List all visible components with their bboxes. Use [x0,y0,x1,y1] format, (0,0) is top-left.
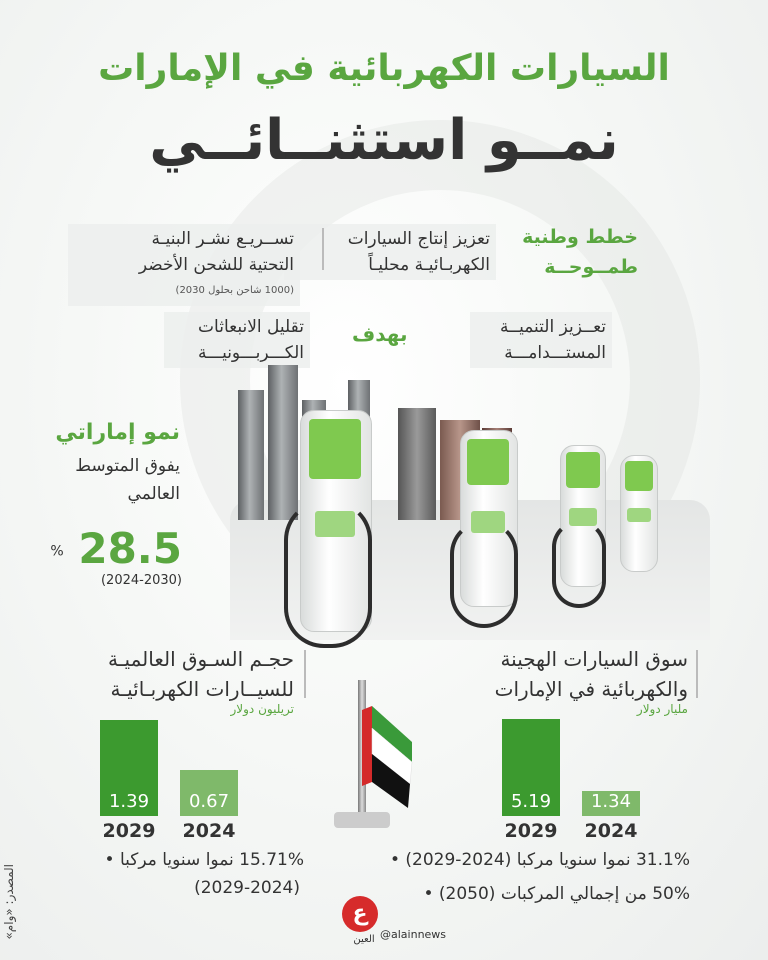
plans-label-line1: خطط وطنية [522,226,638,248]
goal-local-production-line2: الكهربـائيـة محليـاً [368,255,490,275]
global-market-bullet-2: (2029-2024) [194,878,300,898]
global-market-year-2024: 2024 [182,820,236,842]
goal-sustainable-line1: تعــزيز التنميــة [500,317,606,337]
goal-charging-infrastructure [68,224,300,306]
uae-market-year-2029: 2029 [504,820,558,842]
goal-local-production [284,224,496,280]
global-market-bar-2029 [100,720,158,816]
source-credit: المصدر: «وام» [2,864,16,940]
goal-charging-note: (1000 شاحن بحلول 2030) [175,285,294,296]
uae-market-bullet-1: 31.1% نموا سنويا مركبا (2024-2029) • [389,850,690,870]
social-handle: @alainnews [380,928,447,941]
uae-market-cagr: 31.1% نموا سنويا مركبا (2024-2029) [405,850,690,870]
global-market-title-line2: للسيــارات الكهربـائيـة [110,677,294,701]
global-market-bar-2024 [180,770,238,816]
goal-sustainable-line2: المستـــدامـــة [504,343,606,363]
plans-label [518,222,638,282]
goal-emissions-line1: تقليل الانبعاثات [198,317,304,337]
uae-market-chart [502,720,702,850]
uae-market-bar-2024 [582,791,640,816]
page-title: السيارات الكهربائية في الإمارات [98,48,670,89]
uae-market-share: 50% من إجمالي المركبات (2050) [438,884,690,904]
divider [304,650,306,698]
global-market-title-line1: حجـم السـوق العالميـة [107,647,294,671]
uae-flag-icon [352,702,416,812]
goal-emissions-line2: الكـــربـــونيـــة [198,343,304,363]
global-market-bar-label-2029: 1.39 [108,791,150,812]
global-market-cagr: 15.71% نموا سنويا مركبا [119,850,304,870]
growth-value: 28.5 [78,524,182,573]
uae-market-title [460,644,688,704]
global-market-bar-label-2024: 0.67 [188,791,230,812]
growth-period: (2024-2030) [100,573,182,588]
page-headline: نمــو استثنــائــي [149,108,619,173]
growth-subtitle [20,452,180,508]
uae-market-title-line1: سوق السيارات الهجينة [500,647,688,671]
divider [322,228,324,270]
growth-subtitle-line1: يفوق المتوسط [75,456,180,476]
global-market-year-2029: 2029 [102,820,156,842]
growth-title: نمو إماراتي [55,420,180,445]
uae-market-bullet-2: 50% من إجمالي المركبات (2050) • [423,884,690,904]
growth-subtitle-line2: العالمي [127,484,180,504]
plans-label-line2: طمــوحــة [544,256,638,278]
target-label: بهدف [352,322,408,346]
divider [696,650,698,698]
uae-market-title-line2: والكهربائية في الإمارات [494,677,688,701]
global-market-unit: تريليون دولار [230,702,294,716]
ev-chargers-illustration [280,380,730,650]
growth-percentage [26,524,182,573]
uae-market-unit: مليار دولار [636,702,688,716]
alain-logo-icon: ع [342,896,378,932]
goal-charging-line1: تســريـع نشـر البنيـة [151,229,294,249]
uae-market-bar-label-2024: 1.34 [590,791,632,812]
alain-logo-text: العين [353,934,375,945]
goal-local-production-line1: تعزيز إنتاج السيارات [347,229,490,249]
global-market-chart [100,720,300,850]
goal-charging-line2: التحتية للشحن الأخضر [138,255,294,275]
global-market-bullet-1: 15.71% نموا سنويا مركبا • [104,850,304,870]
uae-market-bar-label-2029: 5.19 [510,791,552,812]
uae-market-bar-2029 [502,719,560,816]
flag-base [334,812,390,828]
global-market-title [80,644,294,704]
percent-symbol: % [50,543,64,560]
uae-market-year-2024: 2024 [584,820,638,842]
